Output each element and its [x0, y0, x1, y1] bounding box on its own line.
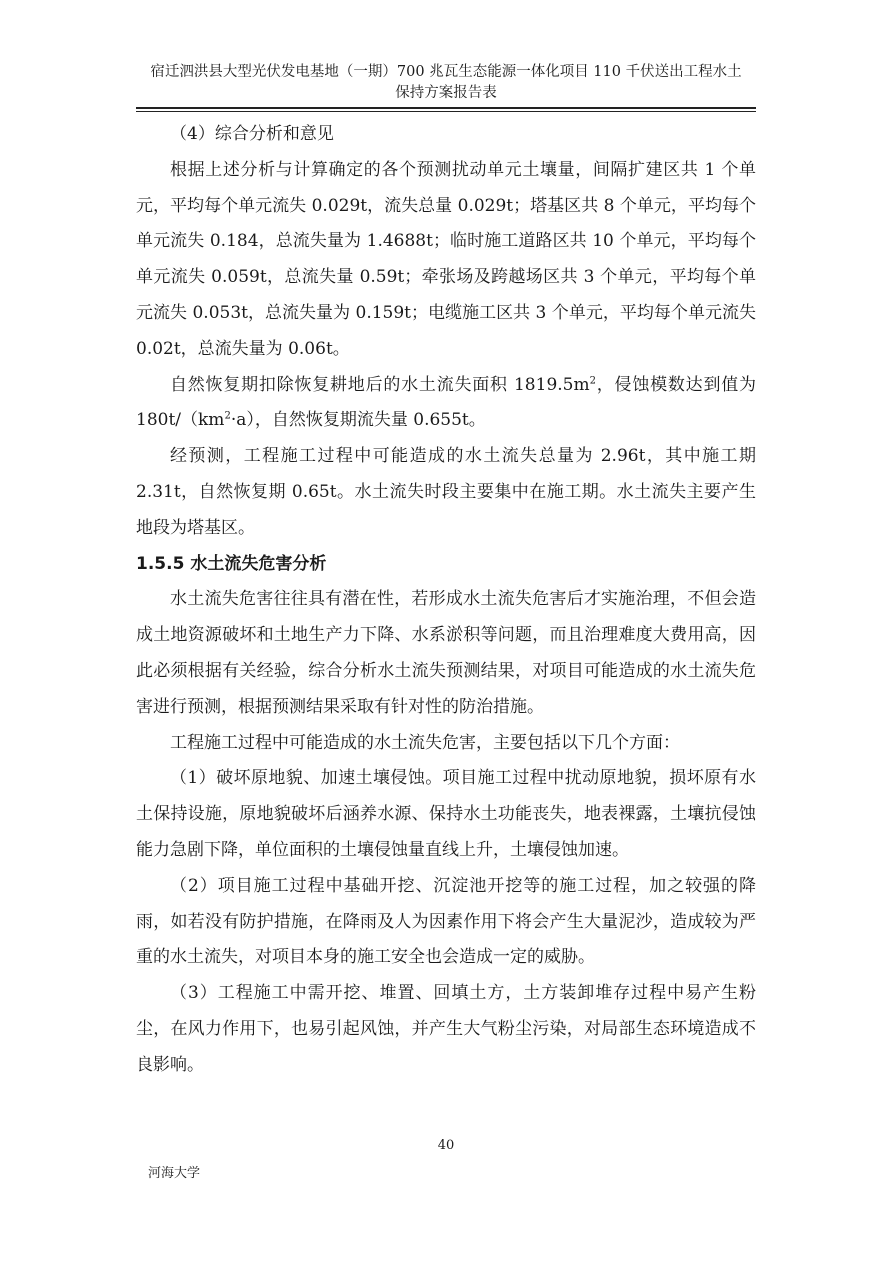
subsection-label: （4）综合分析和意见 — [170, 124, 334, 144]
paragraph-hazard-item-2: （2）项目施工过程中基础开挖、沉淀池开挖等的施工过程，加之较强的降雨，如若没有防护措施，在降雨及人为因素作用下将会产生大量泥沙，造成较为严重的水土流失，对项目本身的施工安全也会造成一定的威胁。 — [136, 875, 756, 968]
page-number: 40 — [437, 1138, 455, 1153]
paragraph-natural-recovery — [136, 368, 756, 440]
paragraph-hazard-item-1: （1）破坏原地貌、加速土壤侵蚀。项目施工过程中扰动原地貌，损坏原有水土保持设施，原地貌破坏后涵养水源、保持水土功能丧失，地表裸露，土壤抗侵蚀能力急剧下降，单位面积的土壤侵蚀量直线上升，土壤侵蚀加速。 — [136, 768, 756, 860]
document-header — [136, 62, 756, 104]
text-segment: 自然恢复期扣除恢复耕地后的水土流失面积 1819.5m — [170, 374, 590, 395]
paragraph-hazard-list-intro: 工程施工过程中可能造成的水土流失危害，主要包括以下几个方面： — [170, 732, 680, 753]
header-rule-thick — [136, 107, 756, 109]
paragraph-loss-summary: 根据上述分析与计算确定的各个预测扰动单元土壤量，间隔扩建区共 1 个单元，平均每个单元流失 0.029t，流失总量 0.029t；塔基区共 8 个单元，平均每个单元流失 0.184，总流失量为 1.4688t；临时施工道路区共 10 个单元，平均每个单元流失 0.059t，总流失量 0.59t；牵张场及跨越场区共 3 个单元，平均每个单元流失 0.053t，总流失量为 0.159t；电缆施工区共 3 个单元，平均每个单元流失 0.02t，总流失量为 0.06t。 — [136, 159, 756, 359]
header-title-line1: 宿迁泗洪县大型光伏发电基地（一期）700 兆瓦生态能源一体化项目 110 千伏送出工程水土 — [150, 64, 742, 80]
section-heading: 1.5.5 水土流失危害分析 — [136, 553, 327, 574]
header-title-line2: 保持方案报告表 — [395, 85, 497, 101]
superscript: 2 — [589, 374, 596, 386]
superscript: 2 — [224, 410, 231, 422]
footer-organization: 河海大学 — [148, 1166, 201, 1181]
paragraph-hazard-intro: 水土流失危害往往具有潜在性，若形成水土流失危害后才实施治理，不但会造成土地资源破坏和土地生产力下降、水系淤积等问题，而且治理难度大费用高，因此必须根据有关经验，综合分析水土流失预测结果，对项目可能造成的水土流失危害进行预测，根据预测结果采取有针对性的防治措施。 — [136, 589, 756, 717]
paragraph-prediction-total: 经预测，工程施工过程中可能造成的水土流失总量为 2.96t，其中施工期 2.31t，自然恢复期 0.65t。水土流失时段主要集中在施工期。水土流失主要产生地段为塔基区。 — [136, 446, 756, 538]
paragraph-hazard-item-3: （3）工程施工中需开挖、堆置、回填土方，土方装卸堆存过程中易产生粉尘，在风力作用下，也易引起风蚀，并产生大气粉尘污染，对局部生态环境造成不良影响。 — [136, 983, 756, 1075]
document-body — [136, 117, 756, 1084]
header-rule-thin — [136, 111, 756, 112]
text-segment: ·a），自然恢复期流失量 0.655t。 — [230, 410, 486, 431]
text-segment: ，侵蚀模数达到值为 180t/（km — [136, 374, 757, 431]
